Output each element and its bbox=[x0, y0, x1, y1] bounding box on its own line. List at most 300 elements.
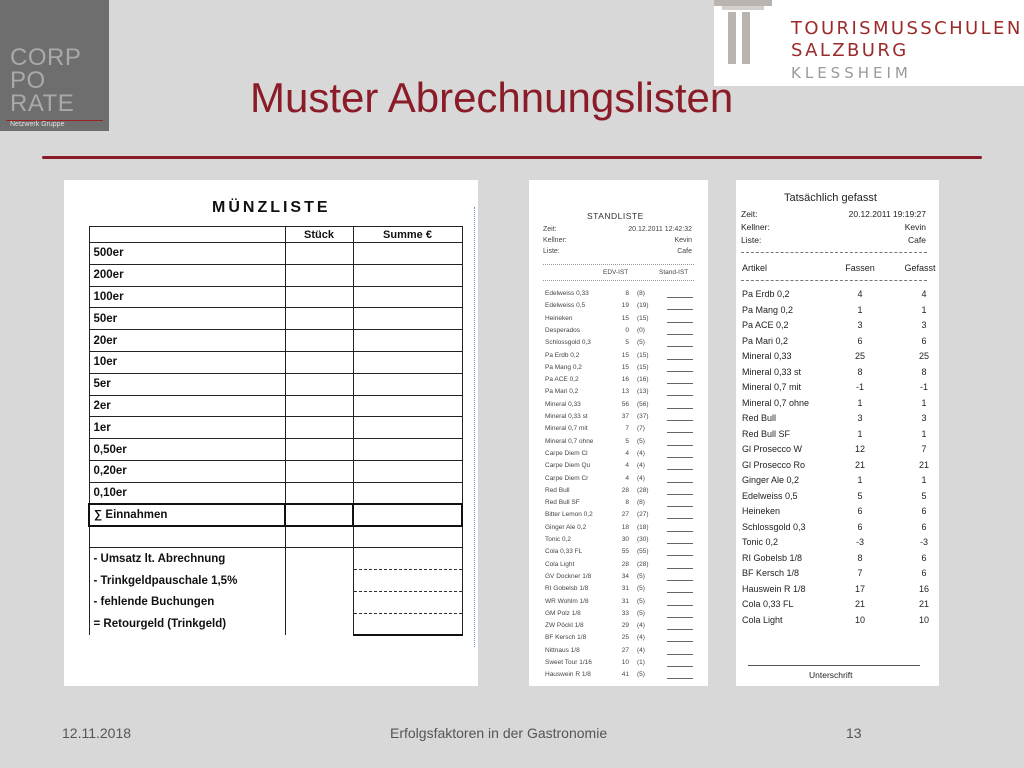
gefasst-meta-value: Cafe bbox=[908, 235, 926, 245]
standliste-meta-value: Cafe bbox=[677, 248, 692, 255]
item-name: GM Polz 1/8 bbox=[545, 609, 581, 617]
list-item bbox=[545, 327, 705, 339]
stand-ist-blank-line bbox=[667, 666, 693, 667]
stueck-cell bbox=[285, 286, 353, 308]
edv-ist-value: 15 bbox=[621, 351, 629, 359]
item-name: Tonic 0,2 bbox=[545, 536, 572, 543]
list-item bbox=[545, 647, 705, 659]
stand-ist-blank-line bbox=[667, 518, 693, 519]
stand-value: (8) bbox=[637, 499, 645, 507]
edv-ist-value: 0 bbox=[625, 326, 629, 334]
fassen-value: 1 bbox=[857, 475, 863, 485]
list-item bbox=[742, 367, 932, 382]
item-name: Sweet Tour 1/16 bbox=[545, 659, 592, 666]
artikel-name: Edelweiss 0,5 bbox=[742, 490, 798, 501]
item-name: Cola Light bbox=[545, 560, 575, 568]
list-item bbox=[545, 659, 705, 671]
stand-value: (5) bbox=[637, 671, 645, 679]
blank-cell bbox=[285, 526, 353, 548]
stand-value: (0) bbox=[637, 326, 645, 334]
calc-label: = Retourgeld (Trinkgeld) bbox=[89, 613, 285, 635]
table-row bbox=[89, 286, 462, 308]
list-item bbox=[545, 487, 705, 499]
item-name: WR Wohlm 1/8 bbox=[545, 597, 589, 605]
list-item bbox=[742, 398, 932, 413]
artikel-name: Red Bull bbox=[742, 413, 777, 423]
item-name: Mineral 0,7 ohne bbox=[545, 437, 594, 445]
stueck-cell bbox=[285, 264, 353, 286]
list-item bbox=[545, 511, 705, 523]
stand-ist-blank-line bbox=[667, 334, 693, 335]
list-item bbox=[545, 438, 705, 450]
standliste-meta-label: Zeit: bbox=[543, 226, 557, 233]
divider bbox=[741, 280, 927, 281]
stand-value: (5) bbox=[637, 437, 645, 445]
edv-ist-value: 34 bbox=[621, 572, 629, 580]
edv-ist-value: 16 bbox=[621, 376, 629, 384]
school-logo bbox=[714, 0, 1024, 86]
gefasst-meta-value: Kevin bbox=[904, 222, 926, 232]
column-header-edv: EDV-IST bbox=[603, 269, 629, 276]
edv-ist-value: 37 bbox=[621, 413, 629, 420]
list-item bbox=[742, 537, 932, 552]
edv-ist-value: 18 bbox=[621, 523, 629, 531]
stand-ist-blank-line bbox=[667, 457, 693, 458]
gefasst-value: 6 bbox=[921, 552, 927, 563]
item-name: Hauswein R 1/8 bbox=[545, 671, 591, 679]
stand-ist-blank-line bbox=[667, 322, 693, 323]
stand-value: (55) bbox=[637, 548, 649, 556]
list-item bbox=[545, 302, 705, 314]
artikel-name: Ginger Ale 0,2 bbox=[742, 475, 800, 485]
list-item bbox=[742, 506, 932, 521]
stueck-cell bbox=[285, 395, 353, 417]
stand-ist-blank-line bbox=[667, 617, 693, 618]
row-label: 0,20er bbox=[89, 460, 285, 482]
stand-ist-blank-line bbox=[667, 568, 693, 569]
row-label: 5er bbox=[89, 373, 285, 395]
stand-value: (18) bbox=[637, 523, 649, 531]
edv-ist-value: 29 bbox=[621, 622, 629, 630]
edv-ist-value: 55 bbox=[621, 548, 629, 556]
stand-value: (4) bbox=[637, 449, 645, 457]
item-name: Edelweiss 0,33 bbox=[545, 290, 589, 297]
calc-row bbox=[89, 570, 462, 592]
artikel-name: Cola 0,33 FL bbox=[742, 599, 794, 609]
calc-cell bbox=[285, 570, 353, 592]
stand-value: (28) bbox=[637, 486, 649, 494]
signature-line bbox=[748, 665, 920, 666]
item-name: Nittnaus 1/8 bbox=[545, 646, 580, 654]
item-name: Mineral 0,33 st bbox=[545, 413, 588, 420]
artikel-name: BF Kersch 1/8 bbox=[742, 568, 800, 578]
table-row bbox=[89, 308, 462, 330]
corporate-logo-wordmark bbox=[10, 46, 81, 115]
fassen-value: 3 bbox=[857, 320, 863, 330]
table-row bbox=[89, 439, 462, 461]
standliste-meta-label: Kellner: bbox=[543, 237, 567, 244]
fassen-value: 3 bbox=[857, 413, 863, 423]
logo-subtitle: Netzwerk Gruppe bbox=[10, 121, 65, 128]
item-name: Mineral 0,7 mit bbox=[545, 425, 588, 433]
stand-value: (37) bbox=[637, 413, 649, 420]
scan-edge-marks bbox=[474, 207, 478, 647]
edv-ist-value: 33 bbox=[621, 609, 629, 617]
fassen-value: 1 bbox=[857, 304, 863, 315]
artikel-name: Gl Prosecco Ro bbox=[742, 459, 806, 470]
artikel-name: Mineral 0,7 mit bbox=[742, 382, 802, 392]
stand-value: (4) bbox=[637, 462, 645, 470]
item-name: Mineral 0,33 bbox=[545, 400, 581, 408]
edv-ist-value: 5 bbox=[625, 339, 629, 347]
item-name: Pa Mari 0,2 bbox=[545, 388, 579, 396]
stand-ist-blank-line bbox=[667, 506, 693, 507]
divider bbox=[543, 280, 694, 281]
list-item bbox=[545, 290, 705, 302]
summe-cell bbox=[353, 395, 462, 417]
stand-value: (5) bbox=[637, 339, 645, 347]
edv-ist-value: 56 bbox=[621, 400, 629, 408]
list-item bbox=[545, 561, 705, 573]
divider bbox=[543, 264, 694, 265]
artikel-name: Heineken bbox=[742, 506, 781, 516]
stueck-cell bbox=[285, 417, 353, 439]
header-cell-summe: Summe € bbox=[353, 227, 462, 243]
stand-value: (1) bbox=[637, 659, 645, 666]
logo-line-2: PO bbox=[10, 67, 46, 94]
item-name: Red Bull bbox=[545, 486, 570, 494]
stand-ist-blank-line bbox=[667, 555, 693, 556]
header-fassen: Fassen bbox=[845, 263, 875, 273]
pillar-icon-right bbox=[742, 12, 750, 64]
item-name: Red Bull SF bbox=[545, 499, 580, 507]
stand-ist-blank-line bbox=[667, 371, 693, 372]
list-item bbox=[545, 671, 705, 683]
list-item bbox=[742, 491, 932, 506]
stand-ist-blank-line bbox=[667, 408, 693, 409]
gefasst-header-row bbox=[742, 263, 936, 278]
item-name: Pa Erdb 0,2 bbox=[545, 351, 580, 359]
fassen-value: 1 bbox=[857, 397, 863, 408]
item-name: GV Dockner 1/8 bbox=[545, 572, 592, 580]
gefasst-value: 6 bbox=[921, 506, 927, 516]
table-row bbox=[89, 351, 462, 373]
item-name: Heineken bbox=[545, 314, 573, 322]
stueck-cell bbox=[285, 351, 353, 373]
list-item bbox=[742, 320, 932, 335]
calc-label: - Trinkgeldpauschale 1,5% bbox=[89, 570, 285, 592]
row-label: 10er bbox=[89, 351, 285, 373]
stand-ist-blank-line bbox=[667, 654, 693, 655]
edv-ist-value: 19 bbox=[621, 302, 629, 310]
gefasst-value: 3 bbox=[921, 320, 927, 330]
corporate-logo bbox=[0, 0, 109, 131]
edv-ist-value: 28 bbox=[621, 560, 629, 568]
calc-label: - Umsatz lt. Abrechnung bbox=[89, 548, 285, 570]
edv-ist-value: 8 bbox=[625, 290, 629, 297]
artikel-name: Pa ACE 0,2 bbox=[742, 320, 789, 330]
list-item bbox=[742, 615, 932, 630]
gefasst-value: 3 bbox=[921, 413, 927, 423]
list-item bbox=[545, 524, 705, 536]
list-item bbox=[742, 568, 932, 583]
item-name: Pa Mang 0,2 bbox=[545, 363, 582, 371]
gefasst-meta-label: Zeit: bbox=[741, 209, 758, 219]
header-cell-stueck: Stück bbox=[285, 227, 353, 243]
item-name: ZW Pöckl 1/8 bbox=[545, 622, 584, 630]
artikel-name: Pa Mang 0,2 bbox=[742, 304, 794, 315]
list-item bbox=[742, 599, 932, 614]
table-row bbox=[89, 373, 462, 395]
table-header-row bbox=[89, 227, 462, 243]
edv-ist-value: 41 bbox=[621, 671, 629, 679]
stand-ist-blank-line bbox=[667, 420, 693, 421]
list-item bbox=[545, 401, 705, 413]
gefasst-value: 16 bbox=[918, 583, 929, 594]
summe-cell bbox=[353, 373, 462, 395]
edv-ist-value: 25 bbox=[621, 634, 629, 642]
fassen-value: 6 bbox=[857, 506, 863, 516]
gefasst-meta-label: Kellner: bbox=[741, 222, 770, 232]
calc-cell bbox=[285, 548, 353, 570]
stand-value: (5) bbox=[637, 597, 645, 605]
item-name: Carpe Diem Cr bbox=[545, 474, 589, 482]
fassen-value: 6 bbox=[857, 335, 863, 346]
list-item bbox=[742, 553, 932, 568]
blank-cell bbox=[89, 526, 285, 548]
list-item bbox=[545, 388, 705, 400]
stand-ist-blank-line bbox=[667, 629, 693, 630]
stand-value: (15) bbox=[637, 314, 649, 322]
gefasst-value: 5 bbox=[921, 490, 927, 501]
artikel-name: Hauswein R 1/8 bbox=[742, 583, 806, 594]
list-item bbox=[545, 622, 705, 634]
list-item bbox=[742, 475, 932, 490]
stand-ist-blank-line bbox=[667, 309, 693, 310]
item-name: Cola 0,33 FL bbox=[545, 548, 583, 556]
stand-value: (5) bbox=[637, 585, 645, 593]
stand-value: (19) bbox=[637, 302, 649, 310]
row-label: 0,10er bbox=[89, 482, 285, 504]
edv-ist-value: 13 bbox=[621, 388, 629, 396]
standliste-meta-value: Kevin bbox=[674, 237, 692, 244]
list-item bbox=[742, 444, 932, 459]
edv-ist-value: 4 bbox=[625, 474, 629, 482]
edv-ist-value: 31 bbox=[621, 585, 629, 593]
gefasst-document bbox=[736, 180, 939, 686]
artikel-name: Mineral 0,7 ohne bbox=[742, 397, 810, 408]
gefasst-value: -3 bbox=[919, 537, 928, 547]
stand-value: (27) bbox=[637, 511, 649, 519]
table-row bbox=[89, 330, 462, 352]
list-item bbox=[545, 352, 705, 364]
row-label: 0,50er bbox=[89, 439, 285, 461]
item-name: Carpe Diem Qu bbox=[545, 462, 591, 470]
list-item bbox=[742, 382, 932, 397]
fassen-value: 5 bbox=[857, 490, 863, 501]
stueck-cell bbox=[285, 373, 353, 395]
pillar-icon-left bbox=[728, 12, 736, 64]
edv-ist-value: 4 bbox=[625, 462, 629, 470]
summe-cell bbox=[353, 417, 462, 439]
spacer-row bbox=[89, 526, 462, 548]
table-row bbox=[89, 243, 462, 265]
item-name: Bitter Lemon 0,2 bbox=[545, 511, 593, 519]
footer-date: 12.11.2018 bbox=[62, 725, 132, 741]
gefasst-value: 10 bbox=[918, 614, 929, 625]
standliste-title: STANDLISTE bbox=[587, 211, 644, 221]
summe-cell bbox=[353, 482, 462, 504]
gefasst-value: 25 bbox=[918, 351, 929, 361]
stand-ist-blank-line bbox=[667, 395, 693, 396]
list-item bbox=[742, 429, 932, 444]
list-item bbox=[545, 634, 705, 646]
list-item bbox=[545, 585, 705, 597]
stand-value: (4) bbox=[637, 622, 645, 630]
stand-value: (4) bbox=[637, 474, 645, 482]
header-cell-blank bbox=[89, 227, 285, 243]
calc-row bbox=[89, 548, 462, 570]
calc-value-cell bbox=[353, 570, 462, 592]
stand-value: (4) bbox=[637, 646, 645, 654]
artikel-name: Pa Mari 0,2 bbox=[742, 335, 789, 346]
list-item bbox=[545, 315, 705, 327]
summe-cell bbox=[353, 308, 462, 330]
stand-ist-blank-line bbox=[667, 297, 693, 298]
edv-ist-value: 31 bbox=[621, 597, 629, 605]
fassen-value: 25 bbox=[854, 351, 865, 361]
footer-title: Erfolgsfaktoren in der Gastronomie bbox=[390, 725, 608, 741]
fassen-value: 8 bbox=[857, 552, 863, 563]
logo-line-1: CORP bbox=[10, 44, 82, 71]
item-name: RI Gobelsb 1/8 bbox=[545, 585, 589, 593]
fassen-value: -1 bbox=[855, 382, 864, 392]
item-name: Ginger Ale 0,2 bbox=[545, 523, 587, 531]
stand-ist-blank-line bbox=[667, 469, 693, 470]
stand-value: (28) bbox=[637, 560, 649, 568]
stand-ist-blank-line bbox=[667, 482, 693, 483]
artikel-name: Mineral 0,33 st bbox=[742, 366, 802, 377]
list-item bbox=[742, 460, 932, 475]
fassen-value: 4 bbox=[857, 289, 863, 299]
row-label: 100er bbox=[89, 286, 285, 308]
row-label: 50er bbox=[89, 308, 285, 330]
edv-ist-value: 15 bbox=[621, 314, 629, 322]
slide-title: Muster Abrechnungslisten bbox=[250, 74, 734, 121]
table-row bbox=[89, 417, 462, 439]
summe-cell bbox=[353, 439, 462, 461]
school-name-line2: SALZBURG bbox=[791, 40, 909, 61]
pillar-icon-cap bbox=[722, 6, 764, 10]
fassen-value: 10 bbox=[854, 614, 865, 625]
stand-value: (7) bbox=[637, 425, 645, 433]
column-header-stand: Stand-IST bbox=[659, 269, 689, 276]
gefasst-value: 8 bbox=[921, 366, 927, 377]
calc-value-cell bbox=[353, 613, 462, 635]
list-item bbox=[545, 573, 705, 585]
stand-ist-blank-line bbox=[667, 678, 693, 679]
gefasst-value: 6 bbox=[921, 568, 927, 578]
sum-label: ∑ Einnahmen bbox=[89, 504, 285, 526]
fassen-value: 6 bbox=[857, 521, 863, 532]
list-item bbox=[545, 536, 705, 548]
list-item bbox=[545, 364, 705, 376]
gefasst-meta-value: 20.12.2011 19:19:27 bbox=[848, 209, 926, 219]
school-name-line3: KLESSHEIM bbox=[791, 64, 912, 82]
stand-ist-blank-line bbox=[667, 531, 693, 532]
list-item bbox=[545, 499, 705, 511]
logo-line-3: RATE bbox=[10, 90, 75, 117]
muenzliste-document bbox=[64, 180, 478, 686]
list-item bbox=[742, 336, 932, 351]
blank-cell bbox=[353, 526, 462, 548]
gefasst-value: -1 bbox=[919, 382, 928, 392]
list-item bbox=[545, 376, 705, 388]
gefasst-value: 4 bbox=[921, 289, 927, 299]
list-item bbox=[742, 289, 932, 304]
gefasst-value: 1 bbox=[921, 397, 927, 408]
divider bbox=[741, 252, 927, 253]
item-name: Pa ACE 0,2 bbox=[545, 376, 579, 384]
stand-value: (13) bbox=[637, 388, 649, 396]
gefasst-value: 6 bbox=[921, 335, 927, 346]
gefasst-value: 1 bbox=[921, 428, 927, 439]
stand-value: (5) bbox=[637, 572, 645, 580]
standliste-meta-label: Liste: bbox=[543, 248, 560, 255]
table-row bbox=[89, 264, 462, 286]
stand-value: (15) bbox=[637, 363, 649, 371]
table-row bbox=[89, 460, 462, 482]
stand-ist-blank-line bbox=[667, 445, 693, 446]
stueck-cell bbox=[285, 482, 353, 504]
calc-cell bbox=[285, 591, 353, 613]
stueck-cell bbox=[285, 439, 353, 461]
table-row bbox=[89, 395, 462, 417]
stand-ist-blank-line bbox=[667, 641, 693, 642]
table-row bbox=[89, 482, 462, 504]
item-name: BF Kersch 1/8 bbox=[545, 634, 587, 642]
artikel-name: Gl Prosecco W bbox=[742, 444, 803, 454]
calc-row bbox=[89, 613, 462, 635]
fassen-value: 7 bbox=[857, 568, 863, 578]
list-item bbox=[742, 584, 932, 599]
row-label: 20er bbox=[89, 330, 285, 352]
row-label: 2er bbox=[89, 395, 285, 417]
stand-ist-blank-line bbox=[667, 494, 693, 495]
list-item bbox=[545, 339, 705, 351]
fassen-value: 17 bbox=[854, 583, 865, 594]
artikel-name: Tonic 0,2 bbox=[742, 537, 779, 547]
gefasst-meta-label: Liste: bbox=[741, 235, 762, 245]
item-name: Schlossgold 0,3 bbox=[545, 339, 591, 347]
artikel-name: Mineral 0,33 bbox=[742, 351, 792, 361]
standliste-document bbox=[529, 180, 708, 686]
stand-value: (8) bbox=[637, 290, 645, 297]
list-item bbox=[742, 413, 932, 428]
gefasst-value: 7 bbox=[921, 444, 927, 454]
calc-value-cell bbox=[353, 548, 462, 570]
page-number: 13 bbox=[846, 725, 862, 741]
gefasst-value: 21 bbox=[918, 599, 929, 609]
item-name: Desperados bbox=[545, 326, 581, 334]
standliste-meta-value: 20.12.2011 12:42:32 bbox=[628, 226, 692, 233]
artikel-name: RI Gobelsb 1/8 bbox=[742, 552, 803, 563]
stand-ist-blank-line bbox=[667, 432, 693, 433]
summe-cell bbox=[353, 504, 462, 526]
header-gefasst: Gefasst bbox=[904, 263, 936, 273]
list-item bbox=[742, 351, 932, 366]
summe-cell bbox=[353, 460, 462, 482]
